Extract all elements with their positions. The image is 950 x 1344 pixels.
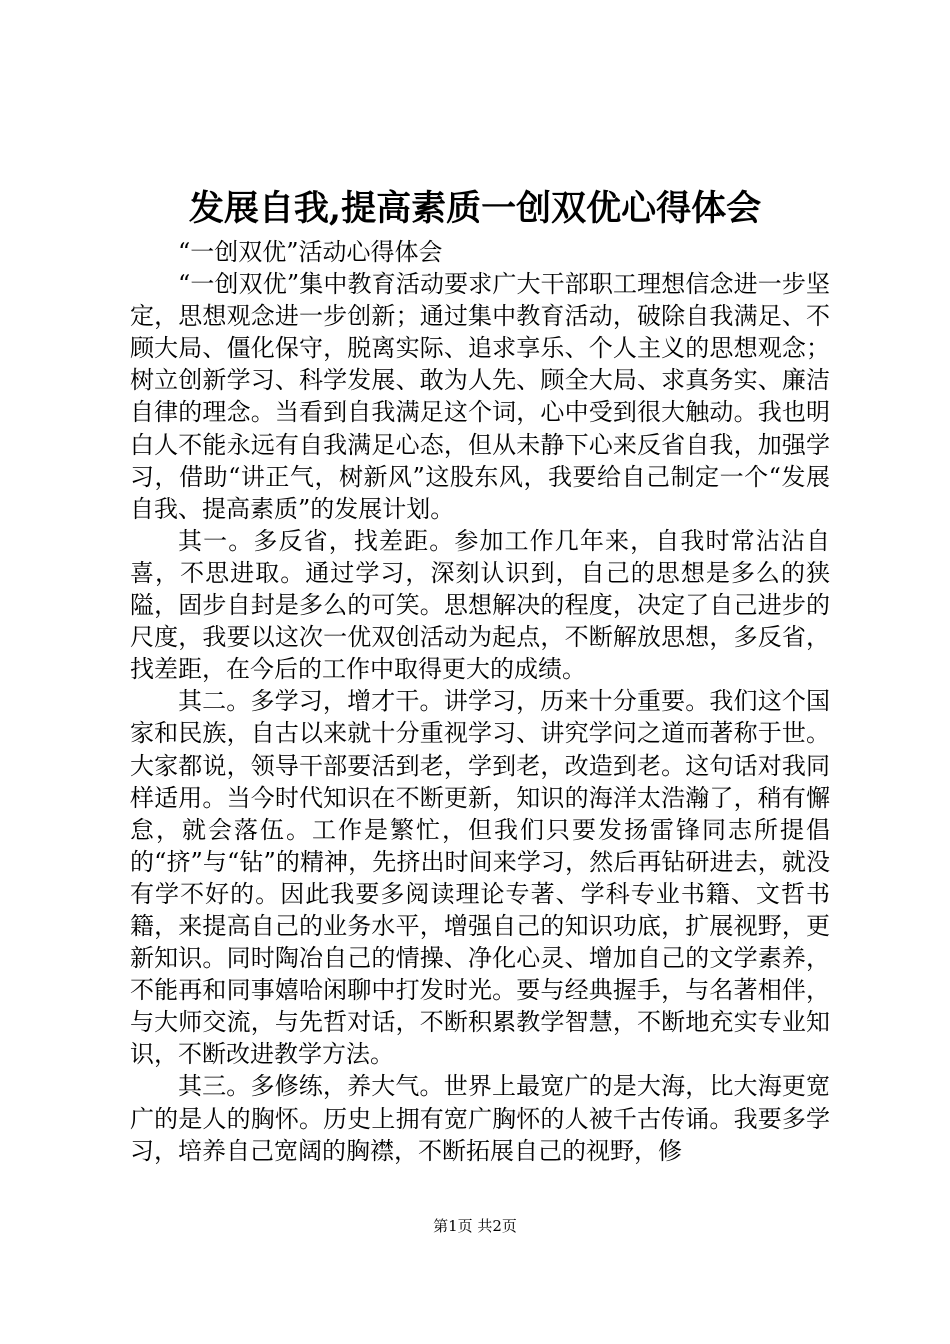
intro-paragraph: “一创双优”集中教育活动要求广大干部职工理想信念进一步坚定，思想观念进一步创新；通过集中教育活动，破除自我满足、不顾大局、僵化保守，脱离实际、追求享乐、个人主义的思想观念；树立创新学习、科学发展、敢为人先、顾全大局、求真务实、廉洁自律的理念。当看到自我满足这个词，心中受到很大触动。我也明白人不能永远有自我满足心态，但从未静下心来反省自我，加强学习，借助“讲正气，树新风”这股东风，我要给自己制定一个“发展自我、提高素质”的发展计划。 [130,270,830,523]
page-number-footer: 第1页 共2页 [433,1217,517,1235]
point-three-paragraph: 其三。多修练，养大气。世界上最宽广的是大海，比大海更宽广的是人的胸怀。历史上拥有宽广胸怀的人被千古传诵。我要多学习，培养自己宽阔的胸襟，不断拓展自己的视野，修 [130,1072,830,1165]
point-two-paragraph: 其二。多学习，增才干。讲学习，历来十分重要。我们这个国家和民族，自古以来就十分重视学习、讲究学问之道而著称于世。大家都说，领导干部要活到老，学到老，改造到老。这句话对我同样适用。当今时代知识在不断更新，知识的海洋太浩瀚了，稍有懈怠，就会落伍。工作是繁忙，但我们只要发扬雷锋同志所提倡的“挤”与“钻”的精神，先挤出时间来学习，然后再钻研进去，就没有学不好的。因此我要多阅读理论专著、学科专业书籍、文哲书籍，来提高自己的业务水平，增强自己的知识功底，扩展视野，更新知识。同时陶冶自己的情操、净化心灵、增加自己的文学素养，不能再和同事嬉哈闲聊中打发时光。要与经典握手，与名著相伴，与大师交流，与先哲对话，不断积累教学智慧，不断地充实专业知识，不断改进教学方法。 [130,687,830,1069]
subtitle-paragraph: “一创双优”活动心得体会 [178,238,443,266]
point-one-paragraph: 其一。多反省，找差距。参加工作几年来，自我时常沾沾自喜，不思进取。通过学习，深刻认识到，自己的思想是多么的狭隘，固步自封是多么的可笑。思想解决的程度，决定了自己进步的尺度，我要以这次一优双创活动为起点，不断解放思想，多反省，找差距，在今后的工作中取得更大的成绩。 [130,526,830,684]
document-body [130,236,830,1167]
document-title: 发展自我,提高素质一创双优心得体会 [188,188,762,229]
